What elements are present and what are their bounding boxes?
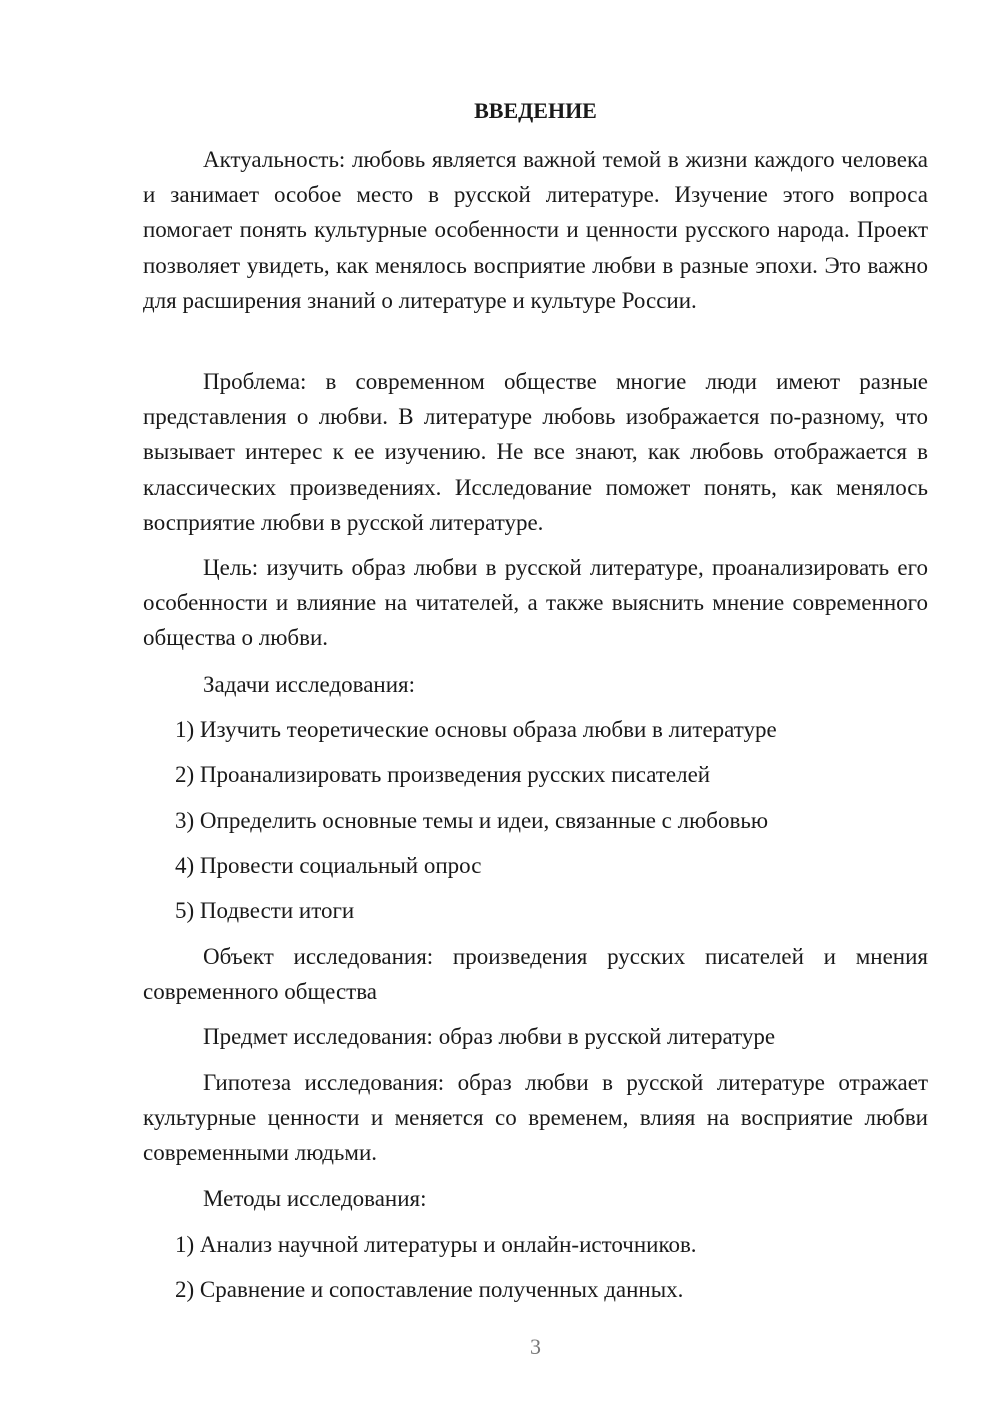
list-item: 5) Подвести итоги [175, 898, 355, 923]
list-item: 1) Изучить теоретические основы образа любви в литературе [175, 717, 777, 742]
tasks-heading: Задачи исследования: [203, 672, 416, 697]
problem-paragraph: Проблема: в современном обществе многие люди имеют разные представления о любви. В литературе любовь изображается по-разному, что вызывает интерес к ее изучению. Не все знают, как любовь отображается в классических произведениях. Исследование поможет понять, как менялось восприятие любви в русской литературе. [143, 369, 928, 535]
document-page [143, 0, 928, 1414]
relevance-paragraph: Актуальность: любовь является важной темой в жизни каждого человека и занимает особое место в русской литературе. Изучение этого вопроса помогает понять культурные особенности и ценности русского народа. Проект позволяет увидеть, как менялось восприятие любви в разные эпохи. Это важно для расширения знаний о литературе и культуре России. [143, 147, 928, 313]
list-item: 3) Определить основные темы и идеи, связанные с любовью [175, 808, 769, 833]
list-item: 2) Проанализировать произведения русских писателей [175, 762, 711, 787]
methods-heading: Методы исследования: [203, 1186, 427, 1211]
subject-paragraph: Предмет исследования: образ любви в русской литературе [203, 1024, 776, 1049]
list-item: 2) Сравнение и сопоставление полученных данных. [175, 1277, 684, 1302]
object-paragraph: Объект исследования: произведения русских писателей и мнения современного общества [143, 944, 928, 1005]
hypothesis-paragraph: Гипотеза исследования: образ любви в русской литературе отражает культурные ценности и меняется со временем, влияя на восприятие любви современными людьми. [143, 1070, 928, 1166]
page-number: 3 [530, 1334, 541, 1359]
goal-paragraph: Цель: изучить образ любви в русской литературе, проанализировать его особенности и влияние на читателей, а также выяснить мнение современного общества о любви. [143, 555, 928, 651]
list-item: 1) Анализ научной литературы и онлайн-источников. [175, 1232, 697, 1257]
list-item: 4) Провести социальный опрос [175, 853, 482, 878]
section-title: ВВЕДЕНИЕ [474, 98, 597, 123]
